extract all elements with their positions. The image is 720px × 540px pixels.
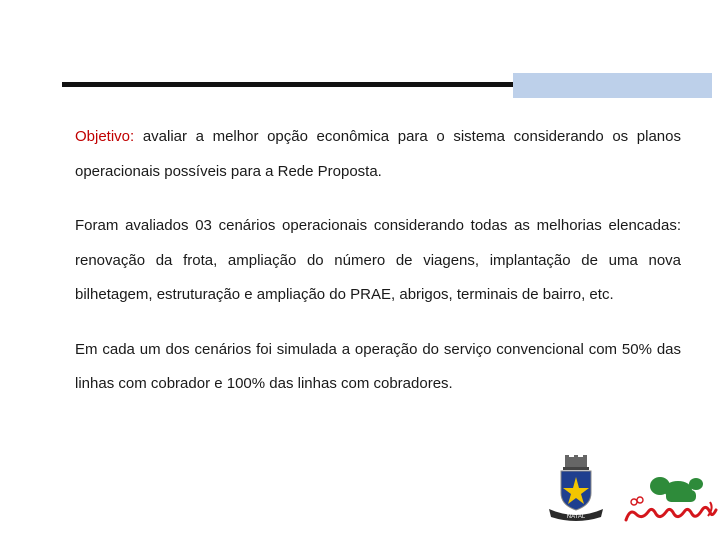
simulation-paragraph: Em cada um dos cenários foi simulada a operação do serviço convencional com 50% das linhas com cobrador e 100% das linhas com cobradores. [75, 340, 681, 392]
header-accent-box [513, 73, 712, 98]
natal-seal-logo [545, 455, 607, 523]
objective-label: Objetivo: [75, 128, 135, 145]
slide-body [75, 120, 681, 422]
seal-caption: NATAL [566, 514, 586, 520]
natal-brand-logo [622, 468, 718, 524]
objective-text: avaliar a melhor opção econômica para o sistema considerando os planos operacionais possíveis para a Rede Proposta. [75, 128, 681, 180]
objective-paragraph [75, 120, 681, 189]
scenarios-paragraph: Foram avaliados 03 cenários operacionais considerando todas as melhorias elencadas: renovação da frota, ampliação do número de viagens, implantação de uma nova bilhetagem, estruturação e ampliação do PRAE, abrigos, terminais de bairro, etc. [75, 217, 681, 303]
